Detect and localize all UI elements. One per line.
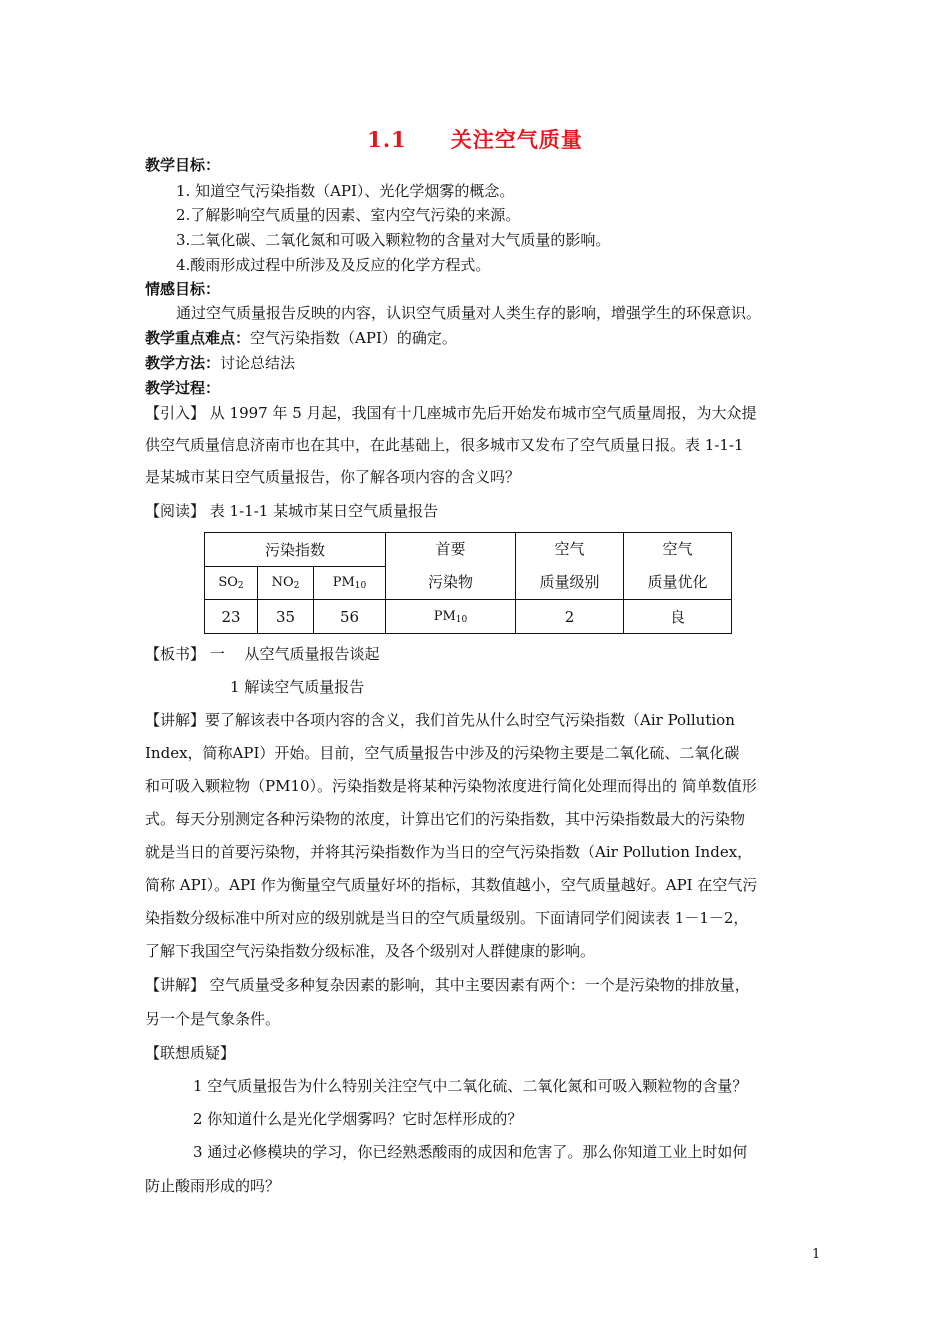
intro-line: 是某城市某日空气质量报告，你了解各项内容的含义吗？ <box>145 468 521 486</box>
emotion-text: 通过空气质量报告反映的内容，认识空气质量对人类生存的影响，增强学生的环保意识。 <box>176 304 762 322</box>
header-level-line2: 质量级别 <box>539 573 600 591</box>
explain-line: 就是当日的首要污染物，并将其污染指数作为当日的空气污染指数（Air Pollution Index， <box>145 843 753 861</box>
explain-line: 染指数分级标准中所对应的级别就是当日的空气质量级别。下面请同学们阅读表 1－1－2， <box>145 909 749 927</box>
think-heading: 【联想质疑】 <box>145 1044 236 1062</box>
cell-quality-level: 2 <box>516 600 624 634</box>
read-line: 【阅读】 表 1-1-1 某城市某日空气质量报告 <box>145 502 439 520</box>
explain-line: 了解下我国空气污染指数分级标准，及各个级别对人群健康的影响。 <box>145 942 596 960</box>
header-quality-grade <box>624 533 732 600</box>
header-pollution-index: 污染指数 <box>205 533 386 567</box>
method-text: 讨论总结法 <box>220 354 296 372</box>
explain-line: 【讲解】要了解该表中各项内容的含义，我们首先从什么时空气污染指数（Air Pollution <box>145 711 735 729</box>
page-number: 1 <box>812 1247 821 1262</box>
cell-pm10-value: 56 <box>314 600 386 634</box>
process-heading: 教学过程： <box>145 379 221 397</box>
header-primary-pollutant <box>386 533 516 600</box>
explain-line: 简称 API）。API 作为衡量空气质量好坏的指标，其数值越小，空气质量越好。API 在空气污 <box>145 876 758 894</box>
key-heading: 教学重点难点： <box>145 329 251 347</box>
explain2-line: 【讲解】 空气质量受多种复杂因素的影响，其中主要因素有两个：一个是污染物的排放量， <box>145 976 750 994</box>
header-quality-line1: 空气 <box>662 540 693 558</box>
header-primary-line1: 首要 <box>435 540 466 558</box>
header-no2: $NO_2$ <box>258 566 314 600</box>
goal-item: 1. 知道空气污染指数（API）、光化学烟雾的概念。 <box>176 182 515 200</box>
explain-line: Index，简称API）开始。目前，空气质量报告中涉及的污染物主要是二氧化硫、二氧化碳 <box>145 744 740 762</box>
page-title: 1.1 关注空气质量 <box>367 127 583 152</box>
goal-item: 3.二氧化碳、二氧化氮和可吸入颗粒物的含量对大气质量的影响。 <box>176 231 611 249</box>
question-item: 1 空气质量报告为什么特别关注空气中二氧化硫、二氧化氮和可吸入颗粒物的含量？ <box>193 1077 748 1095</box>
intro-line: 供空气质量信息济南市也在其中，在此基础上，很多城市又发布了空气质量日报。表 1-1-1 <box>145 436 744 454</box>
question-item: 3 通过必修模块的学习，你已经熟悉酸雨的成因和危害了。那么你知道工业上时如何 <box>193 1143 748 1161</box>
board-line: 【板书】 一 从空气质量报告谈起 <box>145 645 380 663</box>
goals-heading: 教学目标： <box>145 156 221 174</box>
goal-item: 4.酸雨形成过程中所涉及及反应的化学方程式。 <box>176 256 491 274</box>
header-so2: $SO_2$ <box>205 566 258 600</box>
cell-primary-pollutant: $PM_{10}$ <box>386 600 516 634</box>
key-points-line <box>145 327 457 348</box>
explain-line: 和可吸入颗粒物（PM10）。污染指数是将某种污染物浓度进行简化处理而得出的 简单数值形 <box>145 777 757 795</box>
intro-line: 【引入】 从 1997 年 5 月起，我国有十几座城市先后开始发布城市空气质量周报，为大众提 <box>145 404 757 422</box>
emotion-heading: 情感目标： <box>145 280 221 298</box>
cell-so2-value: 23 <box>205 600 258 634</box>
question-item: 防止酸雨形成的吗？ <box>145 1177 281 1195</box>
goal-item: 2.了解影响空气质量的因素、室内空气污染的来源。 <box>176 206 521 224</box>
method-heading: 教学方法： <box>145 354 221 372</box>
cell-quality-grade: 良 <box>624 600 732 634</box>
question-item: 2 你知道什么是光化学烟雾吗？它时怎样形成的？ <box>193 1110 523 1128</box>
air-quality-table <box>204 532 732 634</box>
header-quality-level <box>516 533 624 600</box>
key-text: 空气污染指数（API）的确定。 <box>250 329 457 347</box>
header-pm10: $PM_{10}$ <box>314 566 386 600</box>
method-line <box>145 352 295 373</box>
explain2-line: 另一个是气象条件。 <box>145 1010 281 1028</box>
cell-no2-value: 35 <box>258 600 314 634</box>
header-quality-line2: 质量优化 <box>647 573 708 591</box>
header-primary-line2: 污染物 <box>427 573 473 591</box>
header-level-line1: 空气 <box>554 540 585 558</box>
board-subline: 1 解读空气质量报告 <box>230 678 365 696</box>
explain-line: 式。每天分别测定各种污染物的浓度，计算出它们的污染指数，其中污染指数最大的污染物 <box>145 810 746 828</box>
